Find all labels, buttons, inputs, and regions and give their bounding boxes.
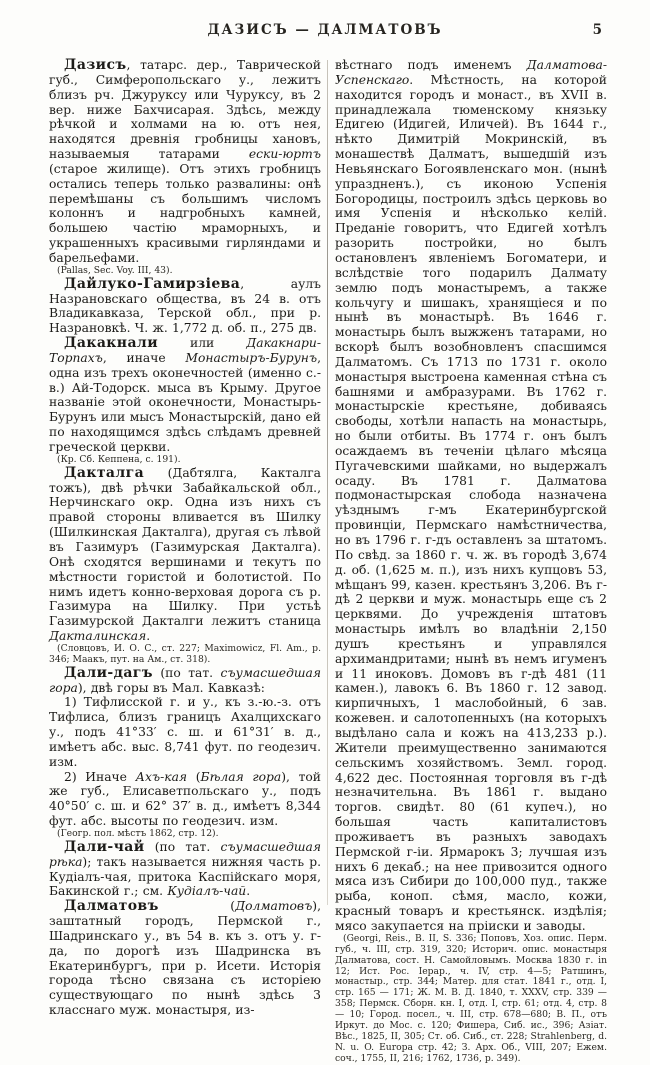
italic-term: Дакталинская <box>49 629 147 644</box>
italic-term: Бѣлая гора <box>200 769 282 784</box>
italic-term: Дакакнари-Торпахъ <box>49 336 321 365</box>
body-text: (Pallas, Sec. Voy. III, 43). <box>57 264 173 276</box>
italic-term: Монастыръ-Бурунъ <box>185 350 318 365</box>
body-text: (старое жилище). Отъ этихъ гробницъ остались теперь только развалины: онѣ перемѣшаны съ большимъ числомъ колоннъ и надгробныхъ камней, большею частію мраморныхъ, и украшенныхъ красивыми гирляндами и барельефами. <box>49 161 321 265</box>
body-text: . <box>246 884 251 899</box>
entry-paragraph <box>49 695 321 769</box>
italic-term: ески-юртъ <box>248 147 321 162</box>
body-text: ( <box>158 899 236 914</box>
headword: Дали-дагъ <box>64 664 153 681</box>
entry-paragraph <box>49 277 321 336</box>
body-text: , аулъ Назрановскаго общества, въ 24 в. отъ Владикавказа, Терской обл., при р. Назрановкѣ. Ч. ж. 1,772 д. об. п., 275 дв. <box>49 276 321 336</box>
body-text: , одна изъ трехъ оконечностей (именно с.-в.) Ай-Тодорск. мыса въ Крыму. Другое названіе этой оконечности, Монастырь-Бурунъ или мысъ Монастырскій, дано ей по находящимся здѣсь слѣдамъ древней греческой церкви. <box>49 350 321 454</box>
headword: Далматовъ <box>64 898 159 915</box>
body-text: (Кр. Сб. Кеппена, с. 191). <box>57 453 181 465</box>
italic-term: Ахъ-кая <box>135 769 188 784</box>
body-text: ), той же губ., Елисаветпольскаго у., подъ 40°50′ с. ш. и 62° 37′ в. д., имѣетъ 8,344 фут. абс. высоты по геодезич. изм. <box>49 769 321 829</box>
italic-term: Долматовъ <box>235 899 313 914</box>
body-text: . Мѣстность, на которой находится городъ и монаст., въ XVII в. принадлежала тюменскому князьку Едигею (Идигей, Иличей). Въ 1644 г., нѣкто Димитрій Мокринскій, въ монашествѣ Далматъ, вышедшій изъ Невьянскаго Богоявленскаго мон. (нынѣ упраздненъ.), съ иконою Успенія Богородицы, построилъ здѣсь церковь во имя Успенія и нѣсколько келій. Преданіе говоритъ, что Едигей хотѣлъ разорить постройки, но былъ остановленъ явленіемъ Богоматери, и вслѣдствіе того подарилъ Далмату землю подъ монастыремъ, а также кольчугу и шишакъ, хранящіеся и по нынѣ въ монастырѣ. Въ 1646 г. монастырь былъ выжженъ татарами, но вскорѣ былъ возобновленъ спасшимся Далматомъ. Съ 1713 по 1731 г. около монастыря выстроена каменная стѣна съ башнями и амбразурами. Въ 1762 г. монастырскіе крестьяне, добиваясь свободы, хотѣли напасть на монастырь, но были отбиты. Въ 1774 г. онъ былъ осаждаемъ въ теченіи цѣлаго мѣсяца Пугачевскими шайками, но выдержалъ осаду. Въ 1781 г. Далматова подмонастырская слобода назначена уѣзднымъ г-мъ Екатеринбургской провинціи, Пермскаго намѣстничества, но въ 1796 г. г-дъ оставленъ за штатомъ. По свѣд. за 1860 г. ч. ж. въ городѣ 3,674 д. об. (1,625 м. п.), изъ нихъ купцовъ 53, мѣщанъ 99, казен. крестьянъ 3,206. Въ г-дѣ 2 церкви и муж. монастырь еще съ 2 церквями. До учрежденія штатовъ монастырь имѣлъ во владѣніи 2,150 душъ крестьянъ и управлялся архимандритами; нынѣ въ немъ игуменъ и 11 иноковъ. Домовъ въ г-дѣ 481 (11 камен.), лавокъ 6. Въ 1860 г. 12 завод. кирпичныхъ, 1 маслобойный, 6 зав. кожевен. и салотопенныхъ (на которыхъ выдѣлано сала и кожъ на 413,233 р.). Жители преимущественно занимаются сельскимъ хозяйствомъ. Земл. город. 4,622 дес. Постоянная торговля въ г-дѣ незначительна. Въ 1861 г. выдано торгов. свидѣт. 80 (61 купеч.), но большая часть капиталистовъ проживаетъ въ разныхъ заводахъ Пермской г-іи. Ярмарокъ 3; лучшая изъ нихъ 6 декаб.; на нее привозится одного мяса изъ Сибири до 100,000 пуд., также рыба, коноп. сѣмя, масло, кожи, красный товаръ и крестьянск. издѣлія; мясо закупается на пріиски и заводы. <box>335 72 607 933</box>
body-text: вѣстнаго подъ именемъ <box>335 58 527 72</box>
body-text: ( <box>187 769 201 784</box>
body-text: , татарс. дер., Таврической губ., Симферопольскаго у., лежитъ близъ рч. Джуруксу или Чуруксу, въ 2 вер. ниже Бахчисарая. Здѣсь, между рѣчкой и холмами на ю. отъ нея, находятся древнія гробницы хановъ, называемыя татарами <box>49 58 321 162</box>
headword: Дайлуко-Гамирзіева <box>64 275 241 292</box>
headword: Дазисъ <box>64 57 127 73</box>
body-text: 1) Тифлисской г. и у., къ з.-ю.-з. отъ Тифлиса, близъ границъ Ахалцихскаго у., подъ 41°33′ с. ш. и 61°31′ в. д., имѣетъ абс. выс. 8,741 фут. по геодезич. изм. <box>49 695 321 769</box>
page-number: 5 <box>592 22 602 38</box>
entry-paragraph <box>49 899 321 1018</box>
body-text: , иначе <box>102 350 186 365</box>
body-text: (Дабтялга, Какталга тожъ), двѣ рѣчки Забайкальской обл., Нерчинскаго окр. Одна изъ нихъ съ правой стороны вливается въ Шилку (Шилкинская Дакталга), другая съ лѣвой въ Газимуръ (Газимурская Дакталга). Онѣ сходятся вершинами и текутъ по мѣстности гористой и болотистой. По нимъ идетъ конно-верховая дорога съ р. Газимура на Шилку. При устьѣ Газимурской Дакталги лежитъ станица <box>49 465 321 629</box>
body-text: (по тат. <box>152 665 221 680</box>
entry-paragraph <box>335 58 607 934</box>
body-text: ), двѣ горы въ Мал. Кавказѣ: <box>77 680 265 695</box>
body-text: (по тат. <box>144 839 221 854</box>
body-text: или <box>158 336 247 351</box>
entry-paragraph <box>49 666 321 696</box>
body-text: (Словцовъ, И. О. С., ст. 227; Maximowicz, Fl. Am., p. 346; Маакъ, пут. на Ам., ст. 318). <box>49 642 321 665</box>
headword: Дакакнали <box>64 335 158 352</box>
left-column <box>49 57 321 1018</box>
headword: Дали-чай <box>64 838 145 855</box>
body-text: 2) Иначе <box>64 769 136 784</box>
italic-term: Кудіалъ-чай <box>167 884 247 899</box>
citation-paragraph <box>49 644 321 666</box>
right-column <box>335 58 607 1064</box>
body-text: . <box>146 629 151 644</box>
entry-paragraph <box>49 58 321 266</box>
body-text: (Georgi, Reis., B. II, S. 336; Поповъ, Хоз. опис. Перм. губ., ч. III, стр. 319, 320; Историч. опис. монастыря Далматова, сост. Н. Самойловымъ. Москва 1830 г. in 12; Ист. Рос. Іерар., ч. IV, стр. 4—5; Ратшинъ, монастыр., стр. 344; Матер. для стат. 1841 г., отд. I, стр. 165 — 171; Ж. М. В. Д. 1840, т. XXXV, стр. 339 — 358; Пермск. Сборн. кн. I, отд. I, стр. 61; отд. 4, стр. 8 — 10; Город. посел., ч. III, стр. 678—680; В. П., отъ Иркут. до Мос. с. 120; Фишера, Сиб. ис., 396; Азіат. Вѣс., 1825, II, 305; Ст. об. Сиб., ст. 228; Strahlenberg, d. N. u. O. Europa стр. 42; З. Арх. Об., VIII, 207; Ежем. соч., 1755, II, 216; 1762, 1736, p. 349). <box>335 932 607 1064</box>
entry-paragraph <box>49 336 321 455</box>
citation-paragraph <box>335 934 607 1065</box>
body-text: ), заштатный городъ, Пермской г., Шадринскаго у., въ 54 в. къ з. отъ у. г-да, по дорогѣ изъ Шадринска въ Екатеринбургъ, при р. Исети. Исторія города тѣсно связана съ исторіею существующаго по нынѣ здѣсь 3 класснаго муж. монастыря, из- <box>49 899 321 1018</box>
italic-term: съумасшедшая рѣка <box>49 839 321 869</box>
entry-paragraph <box>49 840 321 899</box>
body-text: ); такъ называется нижняя часть р. Кудіалъ-чая, притока Каспійскаго моря, Бакинской г.; см. <box>49 854 321 899</box>
text-columns <box>49 57 607 1064</box>
entry-paragraph <box>49 466 321 644</box>
headword: Дакталга <box>64 464 145 481</box>
running-title: ДАЗИСЪ — ДАЛМАТОВЪ <box>207 22 443 38</box>
body-text: (Геогр. пол. мѣстъ 1862, стр. 12). <box>57 827 219 839</box>
italic-term: Далматова-Успенскаго <box>335 58 607 87</box>
italic-term: съумасшедшая гора <box>49 665 321 695</box>
running-head <box>0 22 650 42</box>
entry-paragraph <box>49 770 321 829</box>
